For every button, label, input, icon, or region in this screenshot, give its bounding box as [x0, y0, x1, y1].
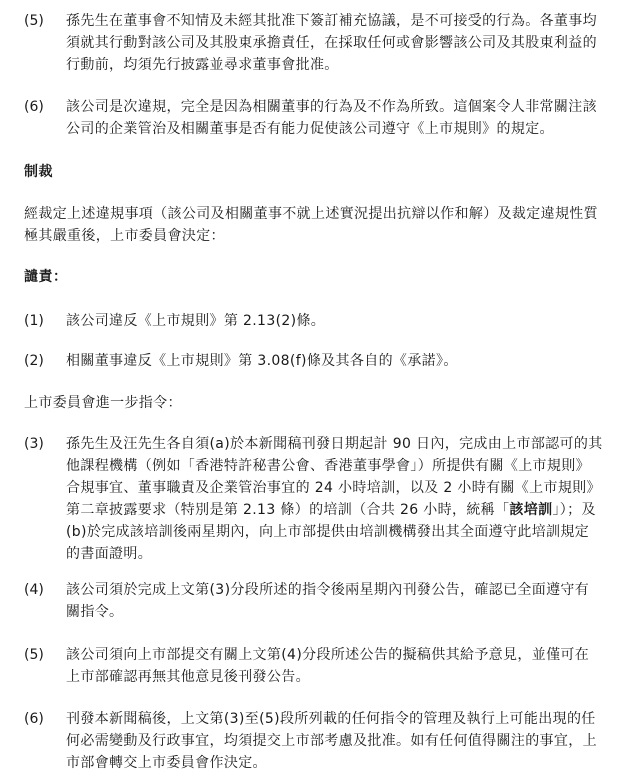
paragraph-text: [66, 433, 640, 565]
text-line: 公司的企業管治及相關董事是否有能力促使該公司遵守《上市規則》的規定。: [66, 121, 554, 137]
text-line: 該公司須於完成上文第(3)分段所述的指令後兩星期內刊發公告，確認已全面遵守有: [66, 582, 590, 598]
paragraph-number: (6): [24, 99, 44, 115]
paragraph-number: (5): [24, 647, 44, 663]
paragraph-text: [66, 708, 640, 774]
paragraph-text: [66, 10, 640, 76]
paragraph-number: (4): [24, 582, 44, 598]
text-line: 市部會轉交上市委員會作決定。: [66, 755, 267, 771]
text-line: 相關董事違反《上市規則》第 3.08(f)條及其各自的《承諾》。: [66, 353, 458, 369]
text-segment: 」）；及: [552, 502, 596, 518]
paragraph-text: [66, 96, 640, 140]
paragraph-text: [66, 579, 640, 623]
text-line: (b)於完成該培訓後兩星期內，向上市部提供由培訓機構發出其全面遵守此培訓規定: [66, 524, 590, 540]
text-line: 合規事宜、董事職責及企業管治事宜的 24 小時培訓，以及 2 小時有關《上市規則》: [66, 480, 601, 496]
text-line: 須就其行動對該公司及其股東承擔責任，在採取任何或會影響該公司及其股東利益的: [66, 35, 597, 51]
paragraph-number: (5): [24, 13, 44, 29]
text-line: 該公司是次違規，完全是因為相關董事的行為及不作為所致。這個案令人非常關注該: [66, 99, 597, 115]
text-line: 行動前，均須先行披露並尋求董事會批准。: [66, 57, 339, 73]
text-line: 上市部確認再無其他意見後刊發公告。: [66, 669, 310, 685]
paragraph-number: (3): [24, 436, 44, 452]
text-line: 刊發本新聞稿後，上文第(3)至(5)段所列載的任何指令的管理及執行上可能出現的任: [66, 711, 596, 727]
paragraph-text: [66, 644, 640, 688]
text-line: 該公司違反《上市規則》第 2.13(2)條。: [66, 313, 326, 329]
paragraph-number: (1): [24, 313, 44, 329]
defined-term: 該培訓: [509, 502, 553, 518]
paragraph-text: [66, 310, 640, 332]
text-line: 經裁定上述違規事項（該公司及相關董事不就上述實況提出抗辯以作和解）及裁定違規性質: [24, 206, 598, 222]
text-segment: 第二章披露要求（特別是第 2.13 條）的培訓（合共 26 小時，統稱「: [66, 502, 510, 518]
text-line: [66, 499, 640, 521]
paragraph-number: (2): [24, 353, 44, 369]
text-line: 孫先生在董事會不知情及未經其批准下簽訂補充協議，是不可接受的行為。各董事均: [66, 13, 597, 29]
text-line: 關指令。: [66, 604, 124, 620]
text-line: 他課程機構（例如「香港特許秘書公會、香港董事學會」）所提供有關《上市規則》: [66, 458, 590, 474]
censure-heading: 譴責：: [24, 269, 68, 285]
text-line: 極其嚴重後，上市委員會決定：: [24, 228, 225, 244]
directions-intro: 上市委員會進一步指令：: [24, 395, 182, 411]
text-line: 孫先生及汪先生各自須(a)於本新聞稿刊發日期起計 90 日內，完成由上市部認可的其: [66, 436, 603, 452]
paragraph-number: (6): [24, 711, 44, 727]
paragraph-text: [66, 350, 640, 372]
text-line: 的書面證明。: [66, 546, 153, 562]
sanctions-intro: [24, 203, 616, 247]
text-line: 何必需變動及行政事宜，均須提交上市部考慮及批准。如有任何值得關注的事宜，上: [66, 733, 597, 749]
text-line: 該公司須向上市部提交有關上文第(4)分段所述公告的擬稿供其給予意見，並僅可在: [66, 647, 590, 663]
sanctions-heading: 制裁: [24, 164, 53, 180]
